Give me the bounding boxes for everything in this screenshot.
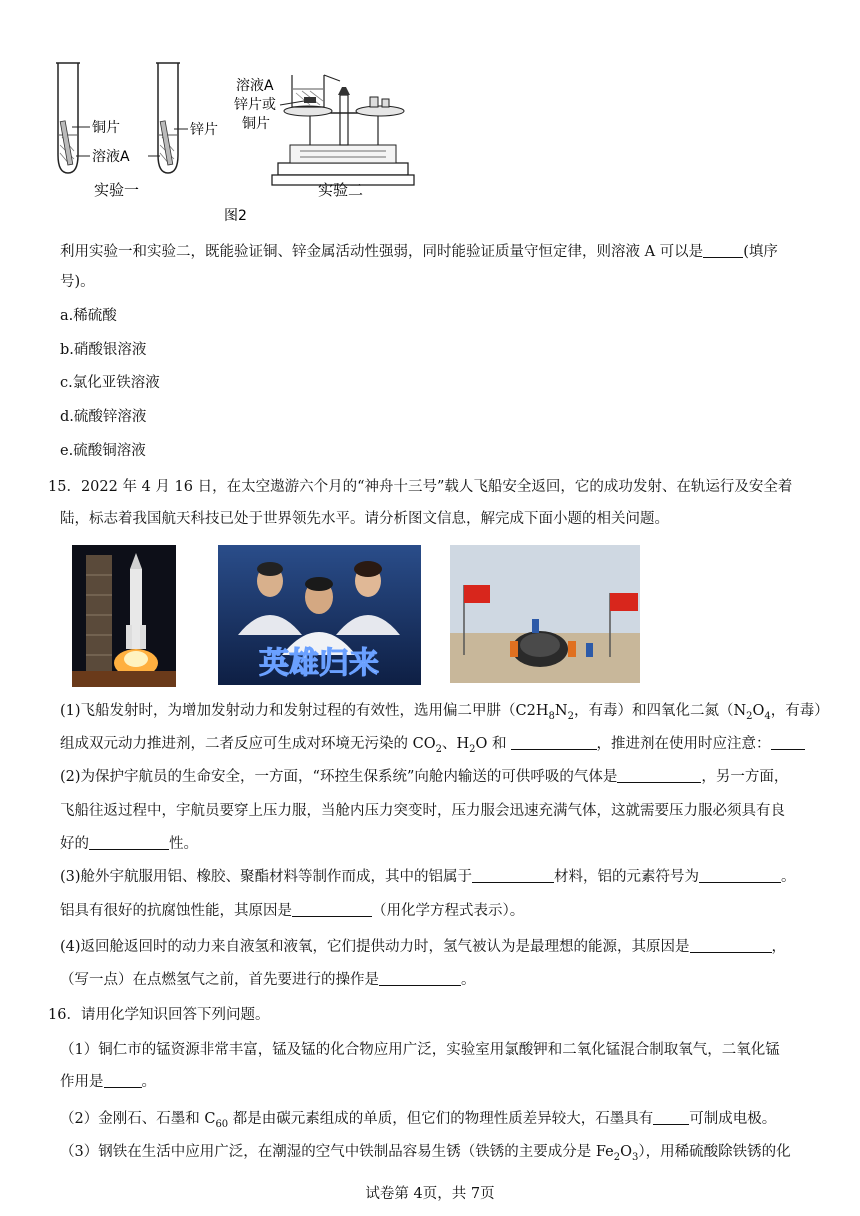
- q15-part4-line1: (4)返回舱返回时的动力来自液氢和液氧，它们提供动力时，氢气被认为是最理想的能源，其原因是 ，: [60, 936, 810, 958]
- q16-part1-line1: （1）铜仁市的锰资源非常丰富，锰及锰的化合物应用广泛，实验室用氯酸钾和二氧化锰混合制取氧气，二氧化锰: [60, 1042, 780, 1058]
- q15-part4-line2: （写一点）在点燃氢气之前，首先要进行的操作是 。: [60, 969, 810, 991]
- q15-intro-line1: 15．2022 年 4 月 16 日，在太空遨游六个月的“神舟十三号”载人飞船安全返回，它的成功发射、在轨运行及安全着: [48, 479, 793, 495]
- q15-part2-line1: (2)为保护宇航员的生命安全，一方面，“环控生保系统”向舱内输送的可供呼吸的气体是 ，另一方面，: [60, 766, 810, 788]
- answer-blank[interactable]: [617, 766, 701, 783]
- figure-caption: 图2: [224, 208, 247, 224]
- q16-intro: 16．请用化学知识回答下列问题。: [48, 1007, 270, 1023]
- label-copper-sheet: 铜片: [92, 120, 120, 136]
- label-experiment-2: 实验二: [318, 181, 364, 199]
- answer-blank[interactable]: [653, 1108, 689, 1125]
- q15-part1-line1: (1)飞船发射时，为增加发射动力和发射过程的有效性，选用偏二甲肼（$C2H_8N_2$，有毒）和四氧化二氮（$N_2O_4$，有毒）: [60, 703, 829, 722]
- answer-blank[interactable]: [699, 866, 781, 883]
- q15-part2-line2: 飞船往返过程中，宇航员要穿上压力服，当舱内压力突变时，压力服会迅速充满气体，这就需要压力服必须具有良: [60, 803, 785, 819]
- q15-photos: [0, 545, 860, 690]
- answer-blank[interactable]: [511, 733, 597, 750]
- label-solution-a-2: 溶液A: [236, 78, 274, 94]
- q14-option-d: d.硫酸锌溶液: [60, 409, 147, 425]
- q16-part1-line2: 作用是 。: [60, 1071, 810, 1093]
- photo-caption-text: 英雄归来: [259, 646, 379, 681]
- label-experiment-1: 实验一: [94, 181, 140, 199]
- q15-part1-line2: 组成双元动力推进剂，二者反应可生成对环境无污染的 $CO_2$、$H_2O$ 和 ，推进剂在使用时应注意：: [60, 733, 810, 755]
- label-zinc-or: 锌片或: [234, 97, 276, 113]
- answer-blank[interactable]: [472, 866, 554, 883]
- label-solution-a: 溶液A: [92, 149, 130, 165]
- q15-part3-line1: (3)舱外宇航服用铝、橡胶、聚酯材料等制作而成，其中的铝属于 材料，铝的元素符号为 。: [60, 866, 810, 888]
- q15-part3-line2: 铝具有很好的抗腐蚀性能，其原因是 （用化学方程式表示）。: [60, 900, 810, 922]
- q14-stem-line1: 利用实验一和实验二，既能验证铜、锌金属活动性强弱，同时能验证质量守恒定律，则溶液 A 可以是 (填序: [60, 241, 810, 263]
- label-copper-sheet-2: 铜片: [242, 116, 270, 132]
- label-zinc-sheet: 锌片: [190, 122, 218, 138]
- q15-intro-line2: 陆，标志着我国航天科技已处于世界领先水平。请分析图文信息，解完成下面小题的相关问题。: [60, 511, 669, 527]
- q14-option-e: e.硫酸铜溶液: [60, 443, 146, 459]
- answer-blank[interactable]: [771, 733, 805, 750]
- answer-blank[interactable]: [703, 241, 743, 258]
- page-footer: 试卷第 4页，共 7页: [365, 1186, 495, 1202]
- photo-landing-site: [450, 545, 640, 683]
- q14-stem-line2: 号)。: [60, 274, 95, 290]
- q14-option-a: a.稀硫酸: [60, 308, 117, 324]
- q14-option-c: c.氯化亚铁溶液: [60, 375, 160, 391]
- answer-blank[interactable]: [379, 969, 461, 986]
- photo-rocket-launch: [72, 545, 176, 687]
- answer-blank[interactable]: [292, 900, 372, 917]
- answer-blank[interactable]: [690, 936, 772, 953]
- q15-part2-line3: 好的 性。: [60, 833, 810, 855]
- answer-blank[interactable]: [89, 833, 169, 850]
- q16-part3: （3）钢铁在生活中应用广泛，在潮湿的空气中铁制品容易生锈（铁锈的主要成分是 $Fe_2O_3$），用稀硫酸除铁锈的化: [60, 1144, 791, 1163]
- answer-blank[interactable]: [104, 1071, 142, 1088]
- figure-2-diagram: [40, 55, 440, 225]
- q14-option-b: b.硝酸银溶液: [60, 342, 147, 358]
- q16-part2: （2）金刚石、石墨和 $C_{60}$ 都是由碳元素组成的单质，但它们的物理性质差异较大，石墨具有 可制成电极。: [60, 1108, 810, 1130]
- photo-astronauts: [218, 545, 421, 685]
